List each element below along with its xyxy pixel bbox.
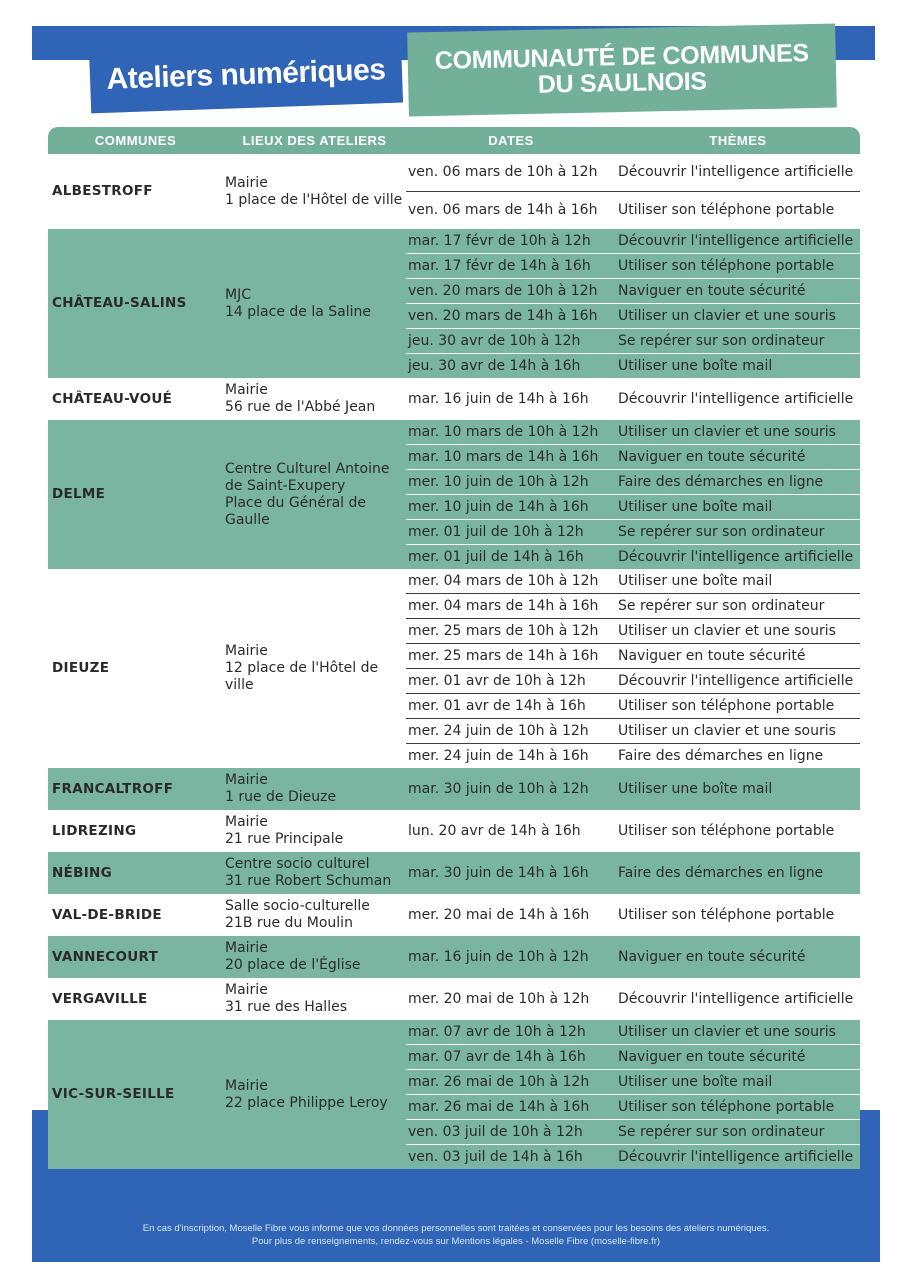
organisation-line-1: COMMUNAUTÉ DE COMMUNES — [434, 38, 809, 75]
venue-line: 31 rue Robert Schuman — [225, 873, 392, 889]
session-theme: Se repérer sur son ordinateur — [616, 329, 860, 354]
session-theme: Utiliser un clavier et une souris — [616, 1020, 860, 1045]
session-theme: Se repérer sur son ordinateur — [616, 1120, 860, 1145]
venue-line: 21B rue du Moulin — [225, 915, 353, 931]
venue-line: 56 rue de l'Abbé Jean — [225, 399, 376, 415]
session-theme: Naviguer en toute sécurité — [616, 445, 860, 470]
column-header-lieux: LIEUX DES ATELIERS — [223, 127, 406, 154]
session-date: ven. 06 mars de 10h à 12h — [406, 154, 616, 192]
venue-line: Place du Général de — [225, 494, 367, 511]
table-row — [48, 1020, 860, 1045]
session-date: jeu. 30 avr de 10h à 12h — [406, 329, 616, 354]
session-theme: Découvrir l'intelligence artificielle — [616, 229, 860, 254]
venue-cell — [223, 894, 406, 936]
commune-group — [48, 894, 860, 936]
venue-line: 20 place de l'Église — [225, 957, 361, 973]
table-row — [48, 154, 860, 192]
table-row — [48, 420, 860, 445]
session-date: mer. 04 mars de 10h à 12h — [406, 569, 616, 594]
session-theme: Naviguer en toute sécurité — [616, 644, 860, 669]
session-date: mer. 24 juin de 10h à 12h — [406, 719, 616, 744]
venue-cell — [223, 378, 406, 420]
schedule-table — [48, 127, 860, 1169]
commune-group — [48, 936, 860, 978]
commune-group — [48, 978, 860, 1020]
session-date: mar. 30 juin de 10h à 12h — [406, 768, 616, 810]
column-header-dates: DATES — [406, 127, 616, 154]
commune-name: VIC-SUR-SEILLE — [48, 1020, 223, 1169]
page-title: Ateliers numériques — [106, 53, 386, 96]
session-theme: Utiliser un clavier et une souris — [616, 619, 860, 644]
table-row — [48, 229, 860, 254]
commune-name: LIDREZING — [52, 822, 137, 839]
session-theme: Utiliser son téléphone portable — [618, 822, 835, 839]
venue-line: Mairie — [225, 772, 268, 788]
commune-group — [48, 852, 860, 894]
commune-name: CHÂTEAU-SALINS — [48, 229, 223, 378]
session-date: ven. 20 mars de 10h à 12h — [406, 279, 616, 304]
venue-cell — [223, 420, 406, 569]
table-row — [48, 936, 860, 978]
session-theme: Découvrir l'intelligence artificielle — [616, 154, 860, 192]
session-theme: Utiliser un clavier et une souris — [616, 719, 860, 744]
venue-cell — [223, 852, 406, 894]
commune-name: DELME — [48, 420, 223, 569]
session-date: jeu. 30 avr de 14h à 16h — [406, 354, 616, 379]
session-theme: Naviguer en toute sécurité — [616, 1045, 860, 1070]
session-date: mer. 20 mai de 14h à 16h — [408, 906, 590, 923]
table-row — [48, 569, 860, 594]
commune-name: DIEUZE — [52, 660, 110, 676]
organisation-line-2: DU SAULNOIS — [537, 67, 708, 99]
session-theme: Utiliser une boîte mail — [616, 495, 860, 520]
venue-cell — [223, 810, 406, 852]
venue-line: MJC — [225, 286, 251, 303]
venue-cell — [223, 978, 406, 1020]
session-theme: Utiliser un clavier et une souris — [616, 420, 860, 445]
session-date: mer. 04 mars de 14h à 16h — [406, 594, 616, 619]
table-row — [48, 378, 860, 420]
venue-line: 12 place de l'Hôtel de ville — [225, 660, 379, 693]
session-theme: Faire des démarches en ligne — [618, 747, 824, 764]
organisation-banner — [407, 24, 837, 117]
session-theme: Utiliser son téléphone portable — [616, 694, 860, 719]
column-header-communes: COMMUNES — [48, 127, 223, 154]
session-theme: Naviguer en toute sécurité — [616, 936, 860, 978]
session-theme: Découvrir l'intelligence artificielle — [618, 390, 854, 407]
table-row — [48, 810, 860, 852]
venue-line: Mairie — [225, 940, 268, 956]
column-header-themes: THÈMES — [616, 127, 860, 154]
session-date: ven. 03 juil de 10h à 12h — [406, 1120, 616, 1145]
commune-name: CHÂTEAU-VOUÉ — [52, 390, 173, 407]
venue-line: Mairie — [225, 1077, 268, 1094]
commune-group — [48, 569, 860, 768]
session-theme: Utiliser son téléphone portable — [616, 254, 860, 279]
venue-line: 21 rue Principale — [225, 831, 344, 847]
session-date: mer. 10 juin de 14h à 16h — [406, 495, 616, 520]
venue-cell — [223, 768, 406, 810]
commune-name: ALBESTROFF — [52, 183, 153, 199]
venue-line: Mairie — [225, 643, 268, 659]
venue-line: 31 rue des Halles — [225, 999, 347, 1015]
session-date: mar. 07 avr de 10h à 12h — [406, 1020, 616, 1045]
session-theme: Utiliser son téléphone portable — [618, 906, 835, 923]
session-date: mer. 01 avr de 14h à 16h — [406, 694, 616, 719]
venue-line: Centre Culturel Antoine — [225, 460, 390, 477]
venue-line: Salle socio-culturelle — [225, 898, 370, 914]
session-date: mer. 10 juin de 10h à 12h — [406, 470, 616, 495]
commune-group — [48, 378, 860, 420]
session-date: mar. 16 juin de 14h à 16h — [408, 390, 589, 407]
footer-line-1: En cas d'inscription, Moselle Fibre vous informe que vos données personnelles sont traitées et conservées pour les besoins des ateliers numériques. — [142, 1223, 770, 1234]
table-header — [48, 127, 860, 154]
venue-line: 1 place de l'Hôtel de ville — [225, 191, 403, 208]
session-date: mer. 01 avr de 10h à 12h — [406, 669, 616, 694]
session-theme: Se repérer sur son ordinateur — [616, 520, 860, 545]
commune-group — [48, 420, 860, 569]
footer-line-2: Pour plus de renseignements, rendez-vous sur Mentions légales - Moselle Fibre (moselle-fibre.fr) — [251, 1236, 661, 1247]
session-theme: Découvrir l'intelligence artificielle — [618, 990, 854, 1007]
commune-group — [48, 768, 860, 810]
venue-cell — [223, 936, 406, 978]
session-theme: Utiliser une boîte mail — [616, 1070, 860, 1095]
venue-line: 14 place de la Saline — [225, 303, 371, 320]
commune-name: VERGAVILLE — [52, 990, 148, 1007]
session-theme: Utiliser son téléphone portable — [616, 1095, 860, 1120]
commune-group — [48, 154, 860, 229]
commune-name: FRANCALTROFF — [48, 768, 223, 810]
session-date: mer. 01 juil de 14h à 16h — [406, 545, 616, 570]
title-banner — [89, 37, 403, 114]
venue-cell — [223, 569, 406, 768]
venue-cell — [223, 1020, 406, 1169]
venue-line: Mairie — [225, 174, 268, 191]
session-theme: Utiliser une boîte mail — [616, 768, 860, 810]
session-theme: Se repérer sur son ordinateur — [616, 594, 860, 619]
commune-name: NÉBING — [48, 852, 223, 894]
session-theme: Naviguer en toute sécurité — [616, 279, 860, 304]
session-theme: Découvrir l'intelligence artificielle — [616, 545, 860, 570]
session-theme: Faire des démarches en ligne — [616, 470, 860, 495]
session-date: ven. 03 juil de 14h à 16h — [406, 1145, 616, 1170]
venue-line: de Saint-Exupery — [225, 477, 346, 494]
commune-group — [48, 229, 860, 378]
table-row — [48, 852, 860, 894]
session-date: mar. 07 avr de 14h à 16h — [406, 1045, 616, 1070]
session-theme: Utiliser une boîte mail — [616, 354, 860, 379]
commune-name: VAL-DE-BRIDE — [52, 906, 162, 923]
commune-group — [48, 1020, 860, 1169]
session-date: mar. 17 févr de 10h à 12h — [406, 229, 616, 254]
table-row — [48, 768, 860, 810]
session-date: mer. 25 mars de 14h à 16h — [406, 644, 616, 669]
session-theme: Découvrir l'intelligence artificielle — [616, 669, 860, 694]
venue-line: 1 rue de Dieuze — [225, 789, 337, 805]
session-date: mar. 10 mars de 10h à 12h — [406, 420, 616, 445]
venue-line: Gaulle — [225, 511, 270, 528]
session-date: mar. 10 mars de 14h à 16h — [406, 445, 616, 470]
session-theme: Faire des démarches en ligne — [616, 852, 860, 894]
session-date: mar. 30 juin de 14h à 16h — [406, 852, 616, 894]
session-date: mar. 26 mai de 10h à 12h — [406, 1070, 616, 1095]
venue-line: Centre socio culturel — [225, 856, 370, 872]
session-date: ven. 06 mars de 14h à 16h — [408, 202, 598, 218]
venue-line: Mairie — [225, 382, 268, 398]
session-date: mer. 24 juin de 14h à 16h — [408, 747, 589, 764]
commune-group — [48, 810, 860, 852]
venue-cell — [223, 154, 406, 229]
session-theme: Utiliser une boîte mail — [616, 569, 860, 594]
venue-line: Mairie — [225, 982, 268, 998]
session-date: mer. 25 mars de 10h à 12h — [406, 619, 616, 644]
commune-name: VANNECOURT — [48, 936, 223, 978]
venue-cell — [223, 229, 406, 378]
footer-notice — [32, 1222, 880, 1248]
session-date: lun. 20 avr de 14h à 16h — [408, 822, 581, 839]
session-date: mar. 16 juin de 10h à 12h — [406, 936, 616, 978]
session-date: ven. 20 mars de 14h à 16h — [406, 304, 616, 329]
venue-line: 22 place Philippe Leroy — [225, 1094, 388, 1111]
session-theme: Découvrir l'intelligence artificielle — [616, 1145, 860, 1170]
session-theme: Utiliser son téléphone portable — [618, 202, 835, 218]
session-date: mer. 01 juil de 10h à 12h — [406, 520, 616, 545]
session-date: mar. 17 févr de 14h à 16h — [406, 254, 616, 279]
session-date: mar. 26 mai de 14h à 16h — [406, 1095, 616, 1120]
session-date: mer. 20 mai de 10h à 12h — [408, 990, 590, 1007]
table-row — [48, 894, 860, 936]
session-theme: Utiliser un clavier et une souris — [616, 304, 860, 329]
table-row — [48, 978, 860, 1020]
venue-line: Mairie — [225, 814, 268, 830]
